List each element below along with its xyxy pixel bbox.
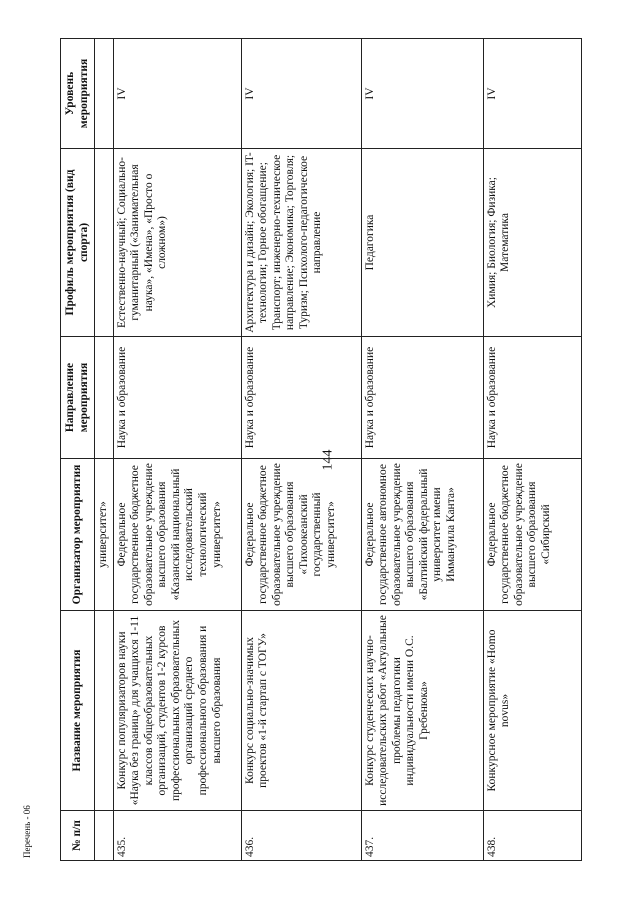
row-name: Конкурс популяризаторов науки «Наука без границ» для учащихся 1-11 классов общеобразовательных организаций, студентов 1-2 курсов профессиональных образовательных организаций среднего профессионального образования и высшего образования [113, 611, 241, 811]
row-organizer: Федеральное государственное автономное образовательное учреждение высшего образования «Балтийский федеральный университет имени Иммануила Канта» [361, 459, 483, 611]
header-direction: Направление мероприятия [61, 337, 95, 459]
row-level: IV [241, 39, 361, 149]
rotated-table-wrapper [60, 39, 582, 861]
header-organizer: Организатор мероприятия [61, 459, 95, 611]
header-num: № п/п [61, 811, 95, 861]
row-name: Конкурсное мероприятие «Homo novus» [483, 611, 581, 811]
table-row [361, 39, 483, 861]
row-profile: Естественно-научный; Социально-гуманитарный («Занимательная наука», «Имена», «Просто о сложном») [113, 149, 241, 337]
header-level: Уровень мероприятия [61, 39, 95, 149]
row-num: 436. [241, 811, 361, 861]
row-num: 437. [361, 811, 483, 861]
table-row [113, 39, 241, 861]
footer-text: Перечень - 06 [22, 805, 32, 858]
row-direction: Наука и образование [483, 337, 581, 459]
header-profile: Профиль мероприятия (вид спорта) [61, 149, 95, 337]
events-table [60, 38, 582, 861]
row-profile: Педагогика [361, 149, 483, 337]
row-organizer: Федеральное государственное бюджетное образовательное учреждение высшего образования «Казанский национальный исследовательский технологический университет» [113, 459, 241, 611]
row-direction: Наука и образование [361, 337, 483, 459]
row-num: 438. [483, 811, 581, 861]
row-name: Конкурс студенческих научно-исследовательских работ «Актуальные проблемы педагогики индивидуальности имени О.С. Гребенюка» [361, 611, 483, 811]
row-num: 435. [113, 811, 241, 861]
row-level: IV [483, 39, 581, 149]
row-direction: Наука и образование [113, 337, 241, 459]
carry-over-row [95, 39, 114, 861]
row-profile: Химия; Биология; Физика; Математика [483, 149, 581, 337]
header-name: Название мероприятия [61, 611, 95, 811]
page-number: 144 [320, 449, 336, 471]
row-level: IV [361, 39, 483, 149]
row-profile: Архитектура и дизайн; Экология; IT-технологии; Горное обогащение; Транспорт; инженерно-техническое направление; Экономика; Торговля; Туризм; Психолого-педагогическое направление [241, 149, 361, 337]
row-direction: Наука и образование [241, 337, 361, 459]
row-organizer: Федеральное государственное бюджетное образовательное учреждение высшего образования «Тихоокеанский государственный университет» [241, 459, 361, 611]
row-name: Конкурс социально-значимых проектов «1-й стартап с ТОГУ» [241, 611, 361, 811]
table-row [241, 39, 361, 861]
table-header-row [61, 39, 95, 861]
row-level: IV [113, 39, 241, 149]
table-row [483, 39, 581, 861]
carry-over-organizer: университет» [95, 459, 114, 611]
row-organizer: Федеральное государственное бюджетное образовательное учреждение высшего образования «Сибирский [483, 459, 581, 611]
